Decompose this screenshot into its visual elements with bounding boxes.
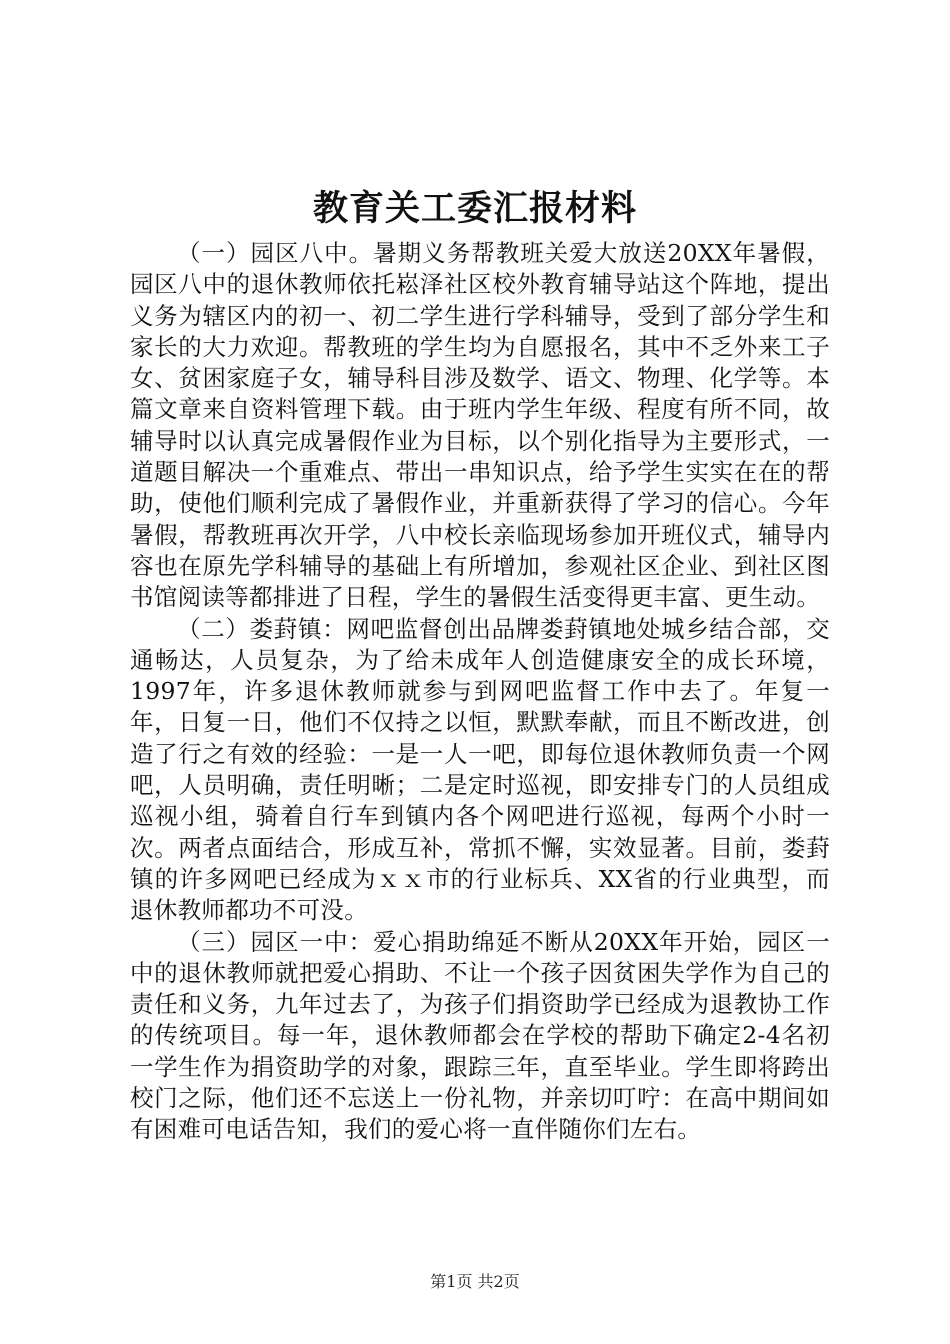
paragraph-2: （二）娄葑镇：网吧监督创出品牌娄葑镇地处城乡结合部，交通畅达，人员复杂，为了给未成年人创造健康安全的成长环境，1997年，许多退休教师就参与到网吧监督工作中去了。年复一年，日复一日，他们不仅持之以恒，默默奉献，而且不断改进，创造了行之有效的经验：一是一人一吧，即每位退休教师负责一个网吧，人员明确，责任明晰；二是定时巡视，即安排专门的人员组成巡视小组，骑着自行车到镇内各个网吧进行巡视，每两个小时一次。两者点面结合，形成互补，常抓不懈，实效显著。目前，娄葑镇的许多网吧已经成为ｘｘ市的行业标兵、XX省的行业典型，而退休教师都功不可没。 <box>130 614 830 925</box>
document-body <box>130 238 830 1146</box>
paragraph-1: （一）园区八中。暑期义务帮教班关爱大放送20XX年暑假，园区八中的退休教师依托崧泽社区校外教育辅导站这个阵地，提出义务为辖区内的初一、初二学生进行学科辅导，受到了部分学生和家长的大力欢迎。帮教班的学生均为自愿报名，其中不乏外来工子女、贫困家庭子女，辅导科目涉及数学、语文、物理、化学等。本篇文章来自资料管理下载。由于班内学生年级、程度有所不同，故辅导时以认真完成暑假作业为目标，以个别化指导为主要形式，一道题目解决一个重难点、带出一串知识点，给予学生实实在在的帮助，使他们顺利完成了暑假作业，并重新获得了学习的信心。今年暑假，帮教班再次开学，八中校长亲临现场参加开班仪式，辅导内容也在原先学科辅导的基础上有所增加，参观社区企业、到社区图书馆阅读等都排进了日程，学生的暑假生活变得更丰富、更生动。 <box>130 239 830 612</box>
paragraph-3: （三）园区一中：爱心捐助绵延不断从20XX年开始，园区一中的退休教师就把爱心捐助、不让一个孩子因贫困失学作为自己的责任和义务，九年过去了，为孩子们捐资助学已经成为退教协工作的传统项目。每一年，退休教师都会在学校的帮助下确定2-4名初一学生作为捐资助学的对象，跟踪三年，直至毕业。学生即将跨出校门之际，他们还不忘送上一份礼物，并亲切叮咛：在高中期间如有困难可电话告知，我们的爱心将一直伴随你们左右。 <box>130 927 830 1144</box>
page-number-footer: 第1页 共2页 <box>430 1272 520 1291</box>
document-title: 教育关工委汇报材料 <box>312 188 637 229</box>
